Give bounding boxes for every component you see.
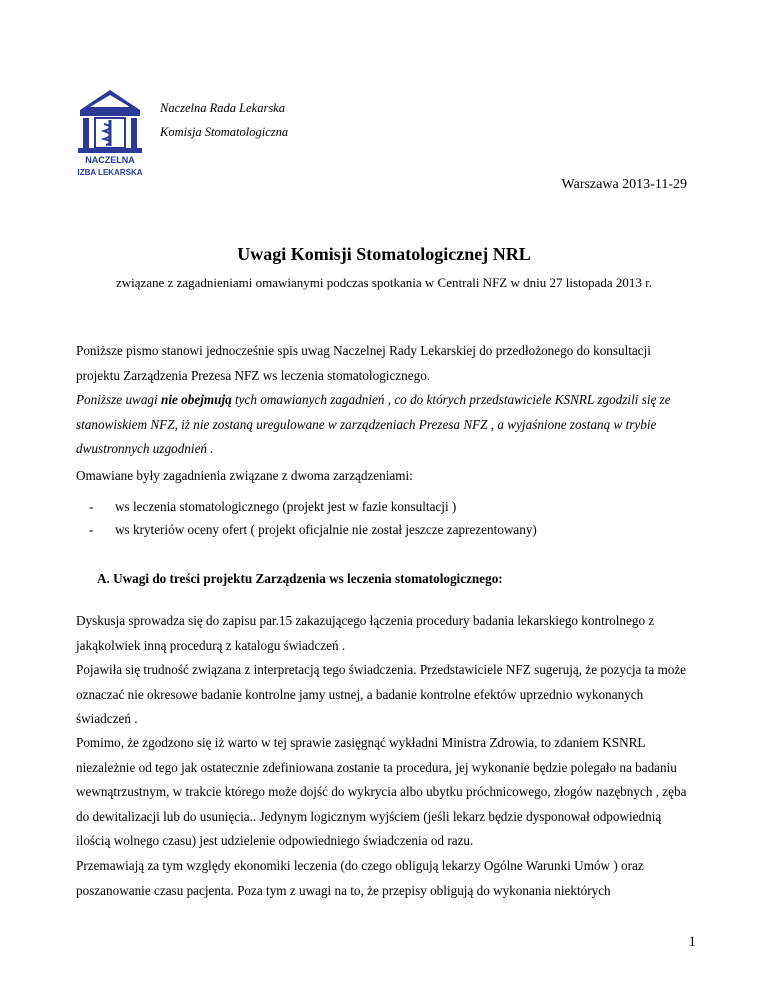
section-a-heading: A. Uwagi do treści projektu Zarządzenia ws leczenia stomatologicznego:: [97, 571, 503, 586]
document-date: Warszawa 2013-11-29: [561, 177, 687, 192]
naczelna-izba-lekarska-logo: [76, 86, 144, 178]
document-title: Uwagi Komisji Stomatologicznej NRL: [237, 244, 531, 264]
org-name: Naczelna Rada Lekarska: [160, 101, 285, 115]
document-page: NACZELNA IZBA LEKARSKA Naczelna Rada Lekarska Komisja Stomatologiczna Warszawa 2013-11-29 Uwagi Komisji Stomatologicznej NRL związane z zagadnieniami omawianymi podczas spotkania w Centrali NFZ w dniu 27 listopada 2013 r. Poniższe pismo stanowi jednocześnie spis uwag Naczelnej Rady Lekarskiej do przedłożonego do konsultacji projektu Zarządzenia Prezesa NFZ ws leczenia stomatologicznego. Poniższe uwagi nie obejmują tych omawianych zagadnień , co do których przedstawiciele KSNRL zgodzili się ze stanowiskiem NFZ, iż nie zostaną uregulowane w zarządzeniach Prezesa NFZ , a wyjaśnione zostaną w trybie dwustronnych uzgodnień . Omawiane były zagadnienia związane z dwoma zarządzeniami: - ws leczenia stomatologicznego (projekt jest w fazie konsultacji ) - ws kryteriów oceny ofert ( projekt oficjalnie nie został jeszcze zaprezentowany) A. Uwagi do treści projektu Zarządzenia ws leczenia stomatologicznego: Dyskusja sprowadza się do zapisu par.15 zakazującego łączenia procedury badania lekarskiego kontrolnego z jakąkolwiek inną procedurą z katalogu świadczeń . Pojawiła się trudność związana z interpretacją tego świadczenia. Przedstawiciele NFZ sugerują, że pozycja ta może oznaczać nie okresowe badanie kontrolne jamy ustnej, a badanie kontrolne efektów uprzednio wykonanych świadczeń . Pomimo, że zgodzono się iż warto w tej sprawie zasięgnąć wykładni Ministra Zdrowia, to zdaniem KSNRL niezależnie od tego jak ostatecznie zdefiniowana zostanie ta procedura, jej wykonanie będzie polegało na badaniu wewnątrzustnym, w trakcie którego może dojść do wykrycia albo ubytku próchnicowego, złogów nazębnych , zęba do dewitalizacji lub do usunięcia.. Jedynym logicznym wyjściem (jeśli lekarz będzie dysponował odpowiednią ilością wolnego czasu) jest udzielenie odpowiedniego świadczenia od razu. Przemawiają za tym względy ekonomiki leczenia (do czego obligują lekarzy Ogólne Warunki Umów ) oraz poszanowanie czasu pacjenta. Poza tym z uwagi na to, że przepisy obligują do wykonania niektórych 1: [0, 0, 768, 994]
svg-text:IZBA LEKARSKA: IZBA LEKARSKA: [77, 168, 143, 177]
svg-text:NACZELNA: NACZELNA: [85, 155, 135, 165]
emphasis-not-include: nie obejmują: [161, 392, 232, 407]
org-commission: Komisja Stomatologiczna: [160, 125, 289, 139]
intro-paragraph-1: Poniższe pismo stanowi jednocześnie spis uwag Naczelnej Rady Lekarskiej do przedłożonego do konsultacji projektu Zarządzenia Prezesa NFZ ws leczenia stomatologicznego.: [76, 343, 651, 383]
page-number: 1: [688, 934, 696, 950]
body-paragraph-3: Pomimo, że zgodzono się iż warto w tej sprawie zasięgnąć wykładni Ministra Zdrowia, to zdaniem KSNRL niezależnie od tego jak ostatecznie zdefiniowana zostanie ta procedura, jej wykonanie będzie polegało na badaniu wewnątrzustnym, w trakcie którego może dojść do wykrycia albo ubytku próchnicowego, złogów nazębnych , zęba do dewitalizacji lub do usunięcia.. Jedynym logicznym wyjściem (jeśli lekarz będzie dysponował odpowiednią ilością wolnego czasu) jest udzielenie odpowiedniego świadczenia od razu.: [76, 735, 687, 848]
body-paragraph-2: Pojawiła się trudność związana z interpretacją tego świadczenia. Przedstawiciele NFZ sugerują, że pozycja ta może oznaczać nie okresowe badanie kontrolne jamy ustnej, a badanie kontrolne efektów uprzednio wykonanych świadczeń .: [76, 662, 687, 726]
intro-paragraph-3: Omawiane były zagadnienia związane z dwoma zarządzeniami:: [76, 468, 413, 483]
body-paragraph-1: Dyskusja sprowadza się do zapisu par.15 zakazującego łączenia procedury badania lekarskiego kontrolnego z jakąkolwiek inną procedurą z katalogu świadczeń .: [76, 613, 655, 653]
document-subtitle: związane z zagadnieniami omawianymi podczas spotkania w Centrali NFZ w dniu 27 listopada 2013 r.: [115, 275, 653, 290]
body-paragraph-4: Przemawiają za tym względy ekonomiki leczenia (do czego obligują lekarzy Ogólne Warunki Umów ) oraz poszanowanie czasu pacjenta. Poza tym z uwagi na to, że przepisy obligują do wykonania niektórych: [76, 858, 644, 898]
intro-paragraph-2: Poniższe uwagi nie obejmują tych omawianych zagadnień , co do których przedstawiciele KSNRL zgodzili się ze stanowiskiem NFZ, iż nie zostaną uregulowane w zarządzeniach Prezesa NFZ , a wyjaśnione zostaną w trybie dwustronnych uzgodnień .: [76, 392, 671, 456]
